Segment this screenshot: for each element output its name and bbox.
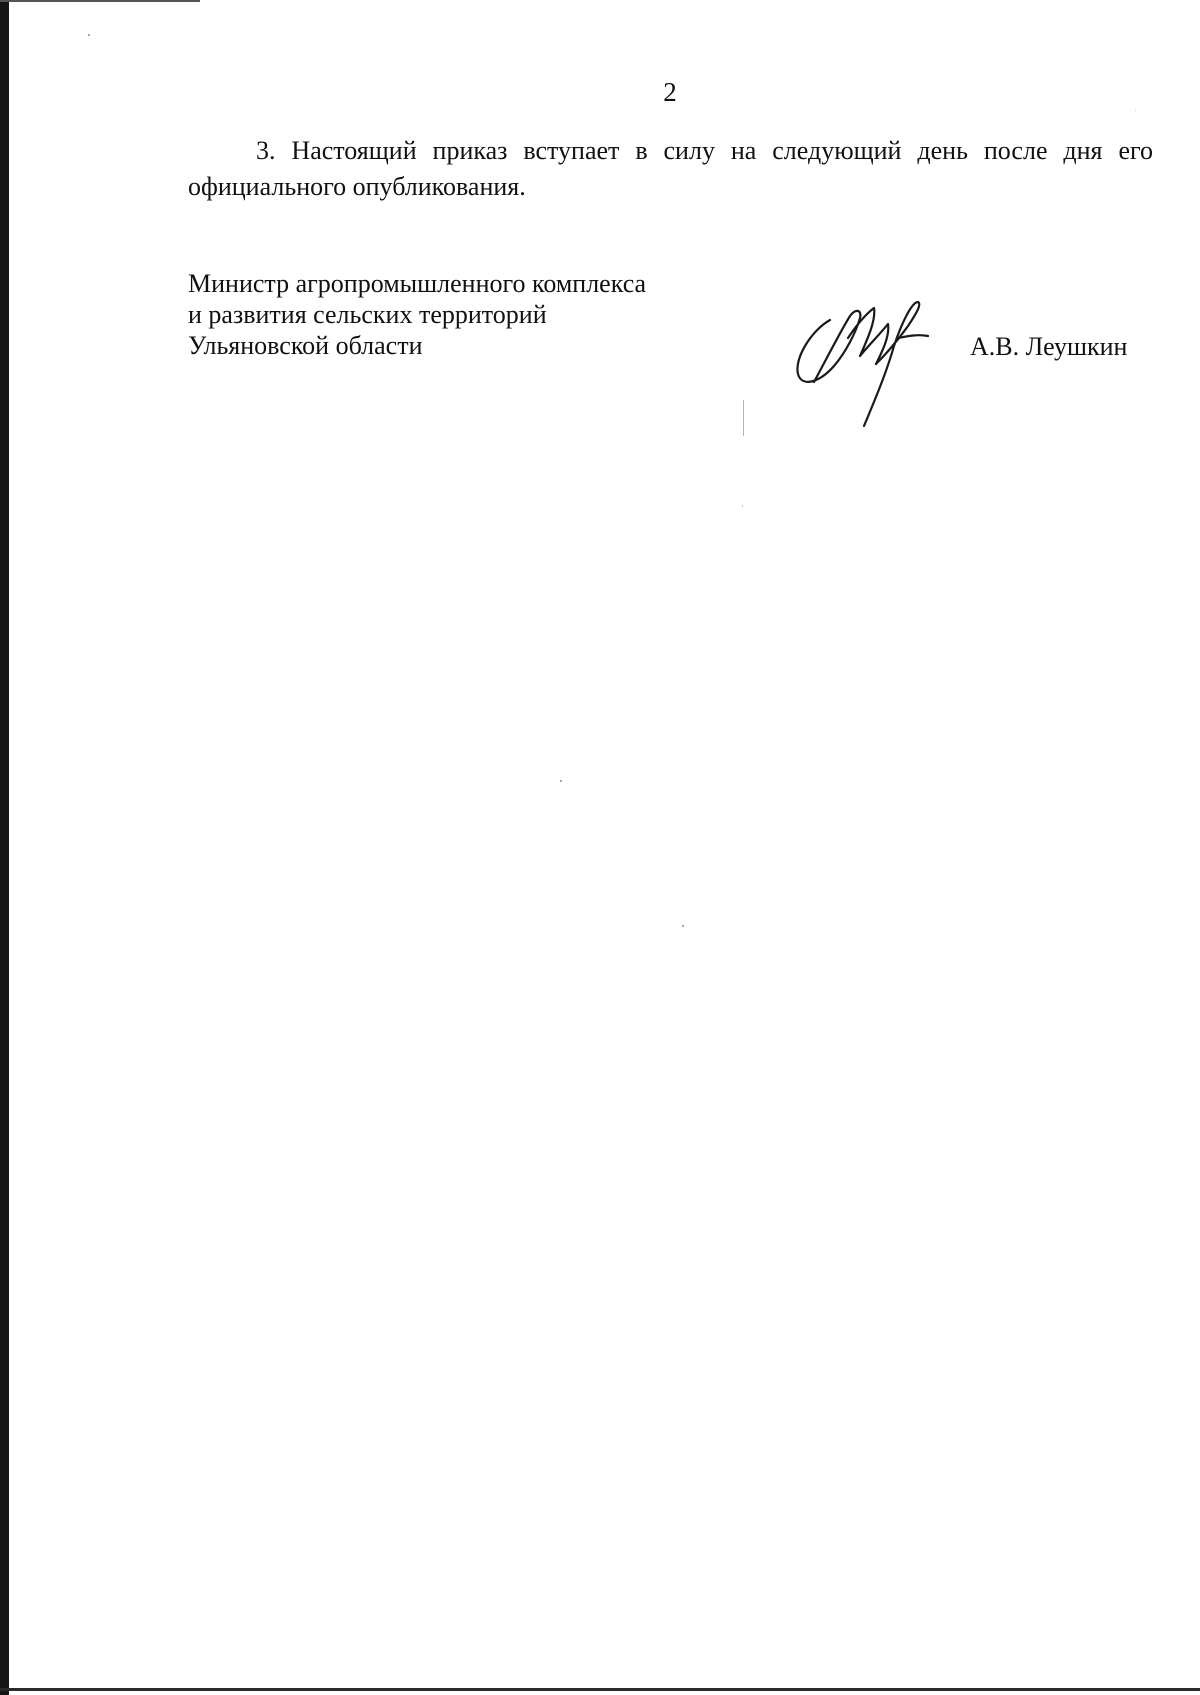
scan-edge-left [0,0,9,1695]
scan-edge-bottom [0,1688,1200,1691]
scan-speck [682,925,684,927]
order-clause-paragraph [188,133,1153,205]
signer-position-block [188,268,646,361]
signer-position-line-2: и развития сельских территорий [188,300,547,329]
scan-speck [88,34,90,36]
signer-name: А.В. Леушкин [970,332,1128,361]
scan-speck [742,505,743,507]
signer-position-line-1: Министр агропромышленного комплекса [188,269,647,298]
scan-edge-top [0,0,200,2]
scan-speck [1135,110,1136,111]
paragraph-line-1: 3. Настоящий приказ вступает в силу на следующий день после дня его [256,136,1153,165]
paragraph-line-2: официального опубликования. [188,172,526,201]
handwritten-signature [790,290,960,430]
scan-mark [743,400,744,436]
scan-speck [560,780,562,782]
page-number: 2 [663,77,677,107]
signer-position-line-3: Ульяновской области [188,331,423,360]
